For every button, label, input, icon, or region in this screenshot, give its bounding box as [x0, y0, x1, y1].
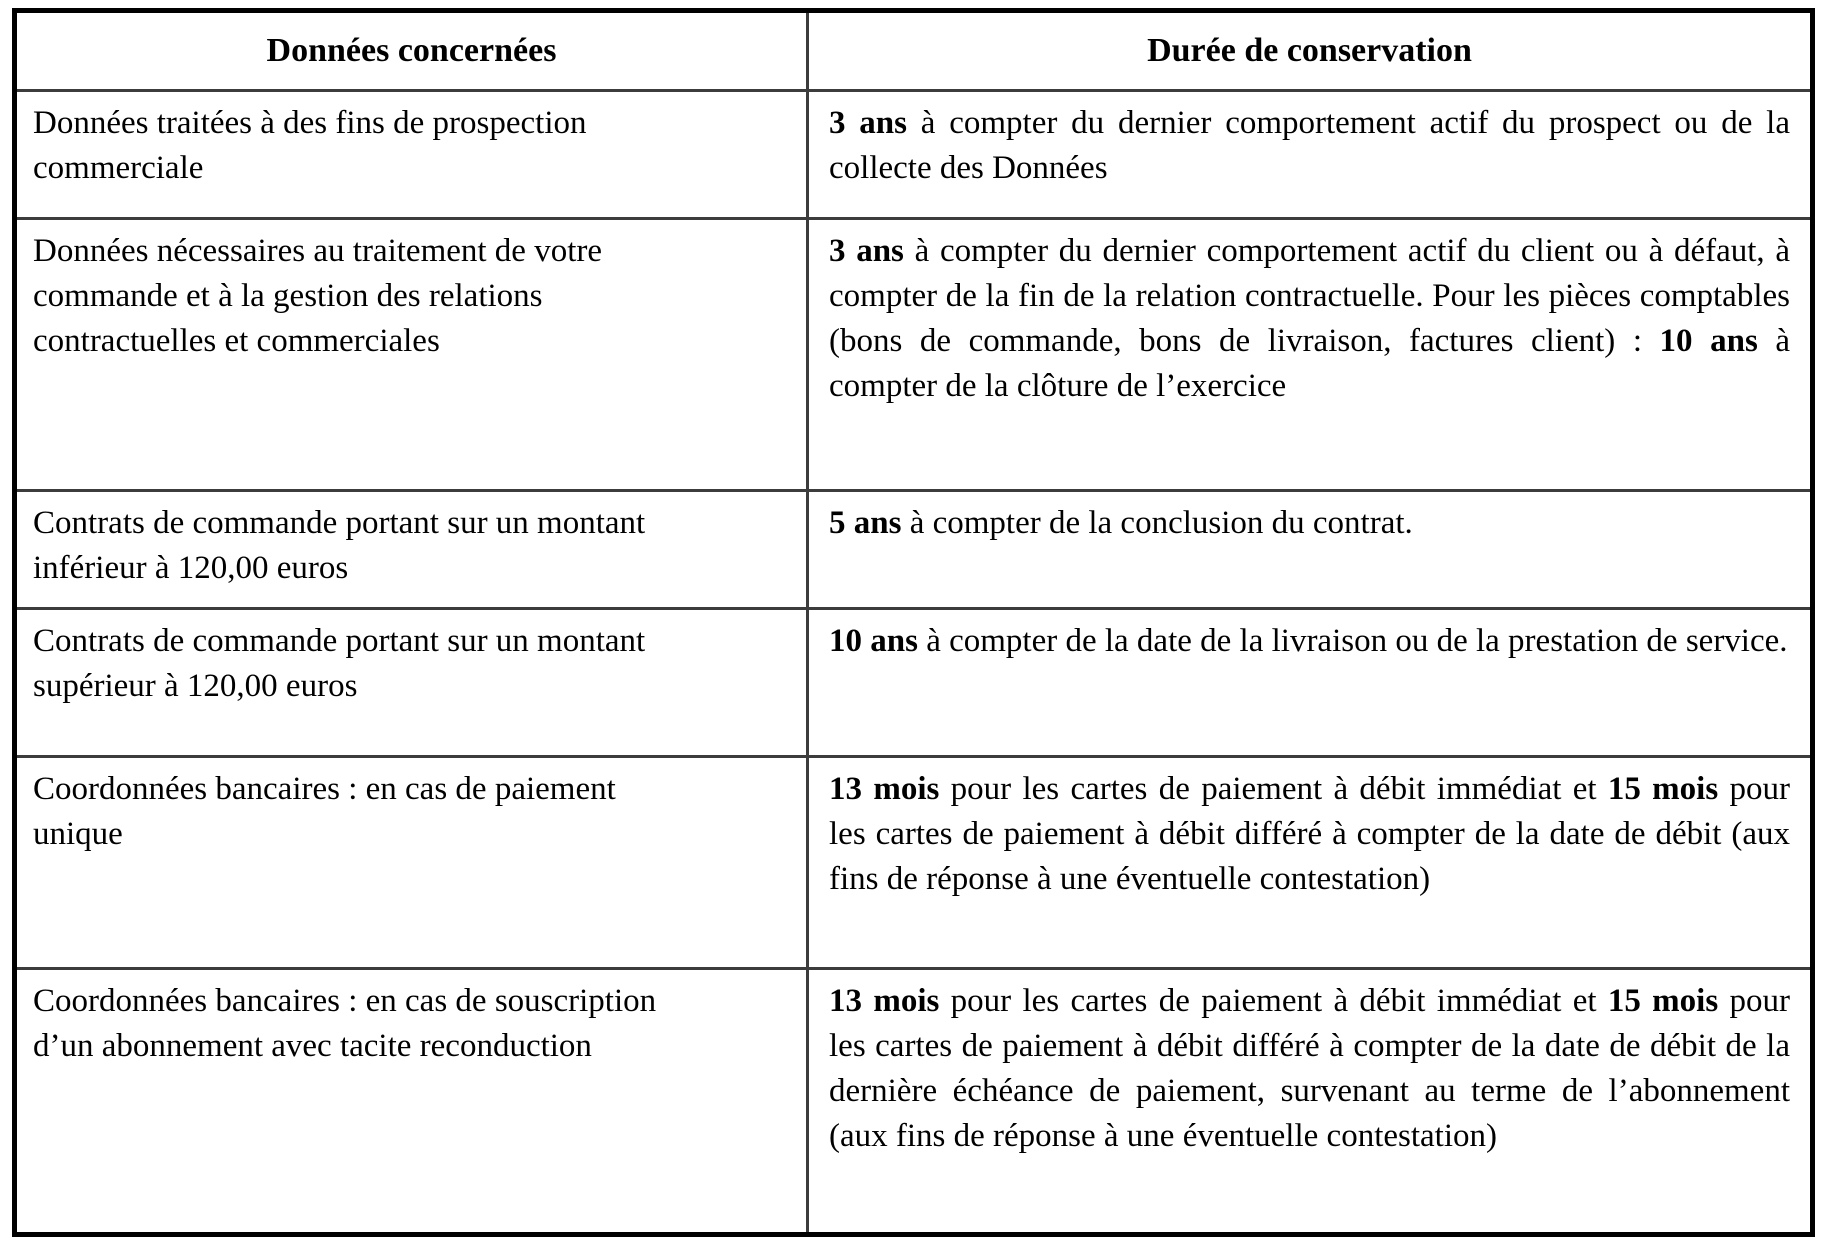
data-retention-table	[12, 8, 1815, 1237]
duration-emphasis: 3 ans	[829, 233, 904, 269]
duration-emphasis: 15 mois	[1607, 771, 1719, 807]
donnees-text: Contrats de commande portant sur un montant supérieur à 120,00 euros	[33, 623, 646, 704]
cell-duree	[808, 219, 1813, 491]
table-row	[15, 219, 1813, 491]
donnees-text: Données traitées à des fins de prospection commerciale	[33, 105, 587, 186]
header-cell-donnees-concernees	[15, 11, 808, 91]
duration-emphasis: 10 ans	[829, 623, 918, 659]
duration-emphasis: 10 ans	[1659, 323, 1758, 359]
cell-duree	[808, 491, 1813, 609]
duration-emphasis: 15 mois	[1607, 983, 1719, 1019]
cell-donnees	[15, 969, 808, 1235]
duration-text-segment: pour les cartes de paiement à débit différé à compter de la date de débit (aux fins de réponse à une éventuelle contestation)	[829, 771, 1791, 897]
table-row	[15, 969, 1813, 1235]
duration-text-segment: à compter du dernier comportement actif du prospect ou de la collecte des Données	[829, 105, 1790, 186]
duration-text-segment: à compter de la clôture de l’exercice	[829, 323, 1790, 404]
cell-duree	[808, 609, 1813, 757]
duree-text	[829, 979, 1790, 1159]
header-cell-duree-conservation	[808, 11, 1813, 91]
cell-donnees	[15, 491, 808, 609]
duration-emphasis: 13 mois	[829, 771, 940, 807]
duration-text-segment: à compter de la date de la livraison ou de la prestation de service.	[917, 623, 1788, 659]
duration-emphasis: 13 mois	[829, 983, 940, 1019]
duree-text	[829, 229, 1790, 409]
donnees-text: Données nécessaires au traitement de votre commande et à la gestion des relations contractuelles et commerciales	[33, 233, 603, 359]
cell-donnees	[15, 757, 808, 969]
cell-duree	[808, 969, 1813, 1235]
cell-duree	[808, 757, 1813, 969]
cell-donnees	[15, 91, 808, 219]
table-row	[15, 491, 1813, 609]
cell-donnees	[15, 609, 808, 757]
table-row	[15, 91, 1813, 219]
table-row	[15, 757, 1813, 969]
donnees-text: Contrats de commande portant sur un montant inférieur à 120,00 euros	[33, 505, 646, 586]
duration-emphasis: 3 ans	[829, 105, 907, 141]
cell-donnees	[15, 219, 808, 491]
duration-emphasis: 5 ans	[829, 505, 902, 541]
duration-text-segment: pour les cartes de paiement à débit immédiat et	[939, 771, 1608, 807]
duration-text-segment: pour les cartes de paiement à débit différé à compter de la date de débit de la dernière échéance de paiement, survenant au terme de l’abonnement (aux fins de réponse à une éventuelle contestation)	[829, 983, 1791, 1154]
duree-text	[829, 101, 1790, 191]
duree-text	[829, 619, 1790, 664]
header-row	[15, 11, 1813, 91]
header-label-donnees: Données concernées	[266, 32, 557, 69]
duration-text-segment: à compter du dernier comportement actif du client ou à défaut, à compter de la fin de la relation contractuelle. Pour les pièces comptables (bons de commande, bons de livraison, factures client) :	[829, 233, 1790, 359]
duree-text	[829, 767, 1790, 902]
duree-text	[829, 501, 1790, 546]
duration-text-segment: à compter de la conclusion du contrat.	[901, 505, 1413, 541]
cell-duree	[808, 91, 1813, 219]
table-row	[15, 609, 1813, 757]
duration-text-segment: pour les cartes de paiement à débit immédiat et	[939, 983, 1608, 1019]
donnees-text: Coordonnées bancaires : en cas de paiement unique	[33, 771, 616, 852]
header-label-duree: Durée de conservation	[1147, 32, 1472, 69]
donnees-text: Coordonnées bancaires : en cas de souscription d’un abonnement avec tacite reconduction	[33, 983, 657, 1064]
